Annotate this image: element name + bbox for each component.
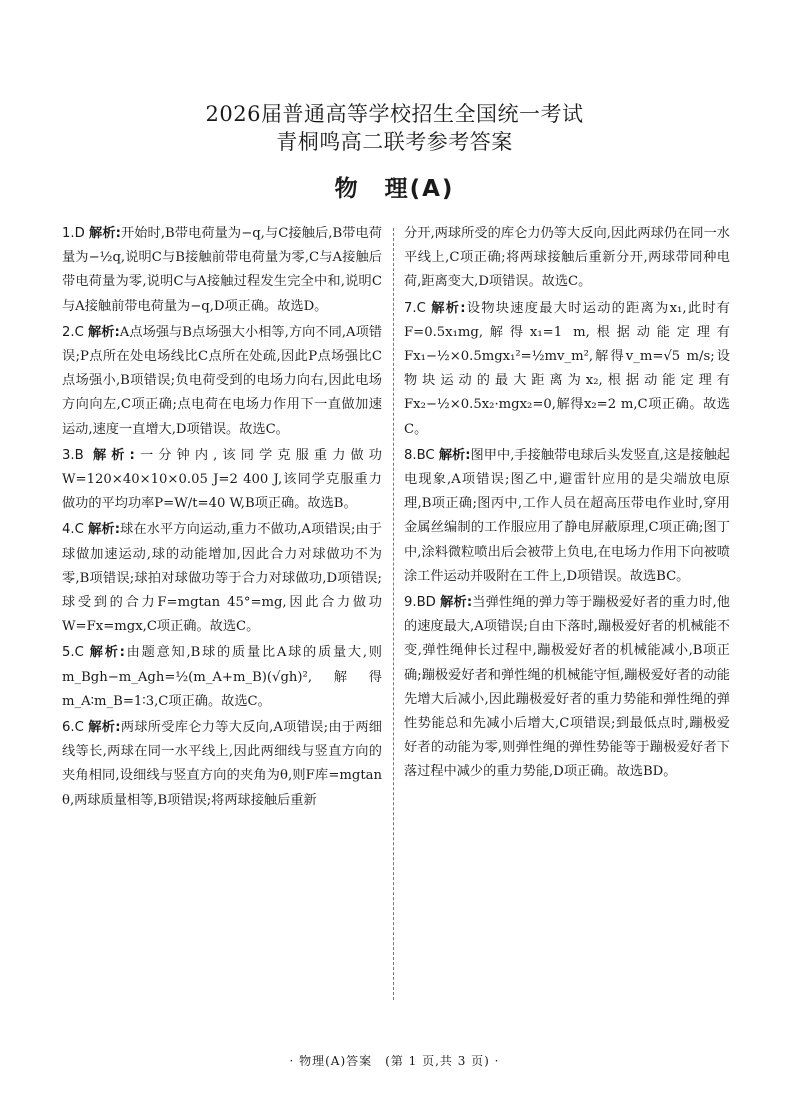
answer-text: 图甲中,手接触带电球后头发竖直,这是接触起电现象,A项错误;图乙中,避雷针应用的是尖端放电原理,B项正确;图丙中,工作人员在超高压带电作业时,穿用金属丝编制的工作服应用了静电屏蔽原理,C项正确;图丁中,涂料微粒喷出后会被带上负电,在电场力作用下向被喷涂工件运动并吸附在工件上,D项错误。故选BC。 (404, 447, 730, 584)
answer-text: 分开,两球所受的库仑力仍等大反向,因此两球仍在同一水平线上,C项正确;将两球接触后重新分开,两球带同种电荷,距离变大,D项错误。故选C。 (404, 226, 730, 290)
answer-number: 6.C (62, 720, 84, 736)
analysis-label: 解析: (92, 447, 135, 463)
answer-number: 8.BC (404, 447, 435, 463)
answer-item (62, 716, 382, 813)
analysis-label: 解析: (440, 595, 473, 611)
answer-item (404, 297, 730, 442)
exam-subtitle: 青桐鸣高二联考参考答案 (276, 130, 513, 154)
answer-number: 3.B (62, 447, 84, 463)
page-footer: · 物理(A)答案 (第 1 页,共 3 页) · (289, 1054, 500, 1068)
answer-text: 一分钟内,该同学克服重力做功W=120×40×10×0.05 J=2 400 J,该同学克服重力做功的平均功率P=W/t=40 W,B项正确。故选B。 (62, 447, 382, 512)
page-header (0, 100, 789, 203)
answer-number: 4.C (62, 522, 84, 538)
analysis-label: 解析: (431, 300, 466, 316)
analysis-label: 解析: (89, 645, 125, 661)
answer-item-continued (404, 222, 730, 295)
answers-column-right (404, 222, 730, 1022)
answer-item (62, 222, 382, 319)
analysis-label: 解析: (88, 324, 120, 340)
answer-text: 由题意知,B球的质量比A球的质量大,则m_Bgh−m_Agh=½(m_A+m_B)(√gh)²,解得m_A∶m_B=1∶3,C项正确。故选C。 (62, 645, 382, 709)
analysis-label: 解析: (89, 226, 121, 241)
column-divider (393, 228, 394, 1000)
answer-text: 设物块速度最大时运动的距离为x₁,此时有F=0.5x₁mg,解得x₁=1 m,根据动能定理有Fx₁−½×0.5mgx₁²=½mv_m²,解得v_m=√5 m/s;设物块运动的最大距离为x₂,根据动能定理有Fx₂−½×0.5x₂·mgx₂=0,解得x₂=2 m,C项正确。故选C。 (404, 300, 730, 437)
answer-item (404, 444, 730, 589)
answer-number: 5.C (62, 645, 84, 661)
answers-column-left (62, 222, 382, 1022)
answer-text: 开始时,B带电荷量为−q,与C接触后,B带电荷量为−½q,说明C与B接触前带电荷量为零,C与A接触后带电荷量为零,说明C与A接触过程发生完全中和,说明C与A接触前带电荷量为−q,D项正确。故选D。 (62, 226, 382, 314)
answer-number: 9.BD (404, 595, 436, 611)
analysis-label: 解析: (438, 447, 471, 463)
answer-number: 7.C (404, 300, 426, 316)
answer-number: 1.D (62, 226, 85, 241)
subject-title: 物 理(A) (334, 176, 455, 202)
answer-text: 当弹性绳的弹力等于蹦极爱好者的重力时,他的速度最大,A项错误;自由下落时,蹦极爱好者的机械能不变,弹性绳伸长过程中,蹦极爱好者的机械能减小,B项正确;蹦极爱好者和弹性绳的机械能守恒,蹦极爱好者的动能先增大后减小,因此蹦极爱好者的重力势能和弹性绳的弹性势能总和先减小后增大,C项错误;到最低点时,蹦极爱好者的动能为零,则弹性绳的弹性势能等于蹦极爱好者下落过程中减少的重力势能,D项正确。故选BD。 (404, 595, 730, 780)
answer-text: 球在水平方向运动,重力不做功,A项错误;由于球做加速运动,球的动能增加,因此合力对球做功不为零,B项错误;球拍对球做功等于合力对球做功,D项错误;球受到的合力F=mgtan 45°=mg,因此合力做功W=Fx=mgx,C项正确。故选C。 (62, 522, 382, 635)
answer-item (62, 444, 382, 517)
answer-text: A点场强与B点场强大小相等,方向不同,A项错误;P点所在处电场线比C点所在处疏,因此P点场强比C点场强小,B项错误;负电荷受到的电场力向右,因此电场方向向左,C项正确;点电荷在电场力作用下一直做加速运动,速度一直增大,D项错误。故选C。 (62, 324, 382, 437)
answer-item (404, 591, 730, 785)
analysis-label: 解析: (88, 720, 121, 736)
analysis-label: 解析: (88, 522, 120, 538)
answer-item (62, 641, 382, 714)
answer-item (62, 518, 382, 639)
answer-text: 两球所受库仑力等大反向,A项错误;由于两细线等长,两球在同一水平线上,因此两细线与竖直方向的夹角相同,设细线与竖直方向的夹角为θ,则F库=mgtan θ,两球质量相等,B项错误;将两球接触后重新 (62, 720, 382, 808)
answer-number: 2.C (62, 324, 84, 340)
answer-item (62, 321, 382, 442)
exam-title: 2026届普通高等学校招生全国统一考试 (205, 102, 584, 126)
